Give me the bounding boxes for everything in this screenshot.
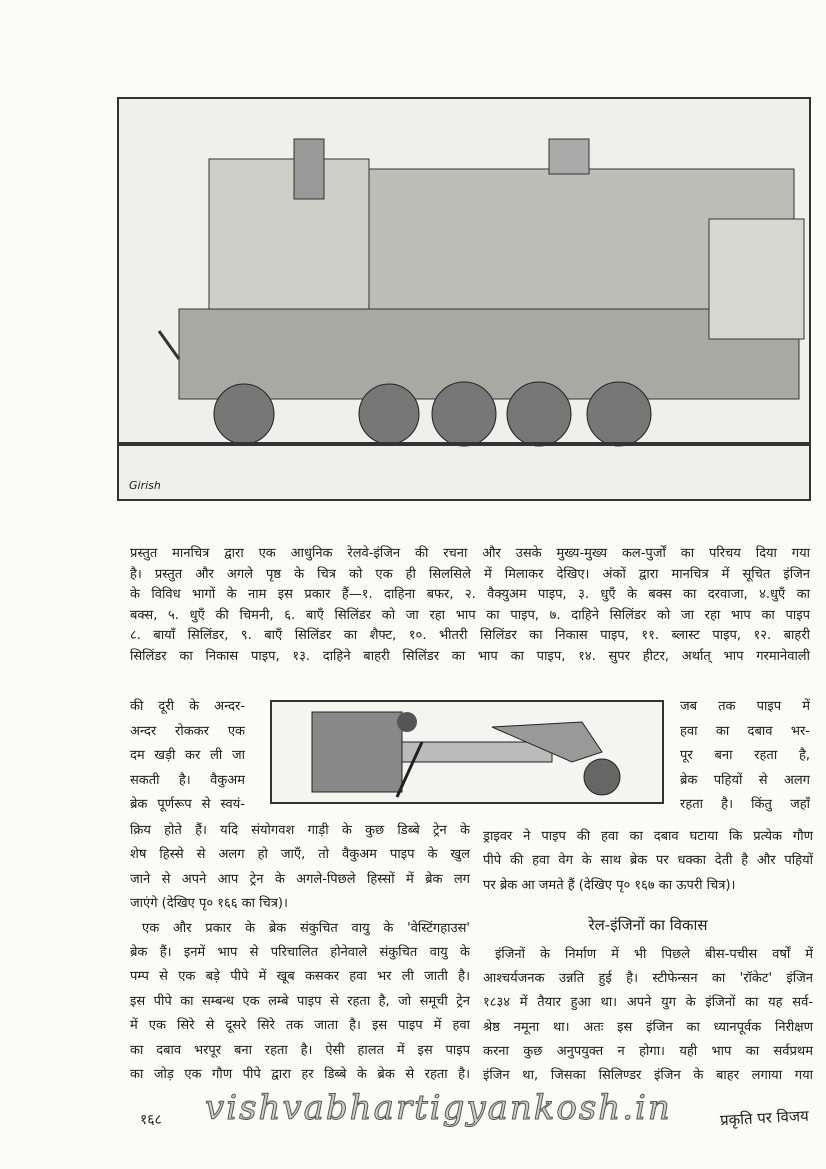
text-line: इंजिनों के निर्माण में भी पिछले बीस-पचीस वर्षों में (495, 947, 813, 962)
text-line: अन्दर रोककर एक (130, 723, 245, 739)
section-heading: रेल-इंजिनों का विकास (588, 916, 708, 934)
text-line: क्रिय होते हैं। यदि संयोगवश गाड़ी के कुछ डिब्बे ट्रेन के (130, 823, 470, 838)
text-line: सकती है। वैकुअम (130, 772, 245, 788)
text-line: के विविध भागों के नाम इस प्रकार हैं—१. दाहिना बफर, २. वैक्युअम पाइप, ३. धुएँ के बक्स का दरवाजा, ४.धुएँ का (130, 587, 810, 602)
text-line: इस पीपे का सम्बन्ध एक लम्बे पाइप से रहता है, जो समूची ट्रेन (130, 993, 470, 1009)
text-line: दम खड़ी कर ली जा (130, 748, 245, 763)
text-line: जब तक पाइप में (680, 699, 810, 714)
illustrator-signature: Girish (129, 479, 161, 492)
text-line: पूर बना रहता है, (680, 748, 810, 763)
text-line: आश्चर्यजनक उन्नति हुई है। स्टीफेन्सन का 'रॉकेट' इंजिन (483, 971, 813, 987)
text-line: रहता है। किंतु जहाँ (680, 797, 810, 812)
text-line: एक और प्रकार के ब्रेक संकुचित वायु के 'वेस्टिंगहाउस' (142, 920, 470, 936)
text-line: ड्राइवर ने पाइप की हवा का दबाव घटाया कि प्रत्येक गौण (483, 829, 813, 844)
text-line: १८३४ में तैयार हुआ था। अपने युग के इंजिनों का यह सर्व- (483, 995, 813, 1011)
text-line: की दूरी के अन्दर- (130, 699, 245, 714)
text-line: प्रस्तुत मानचित्र द्वारा एक आधुनिक रेलवे-इंजिन की रचना और उसके मुख्य-मुख्य कल-पुर्जों का परिचय दिया गया (130, 546, 810, 561)
running-footer: प्रकृति पर विजय (719, 1106, 810, 1130)
text-line: करना कुछ अनुपयुक्त न होगा। यही भाप का सर्वप्रथम (483, 1043, 813, 1059)
text-line: श्रेष्ठ नमूना था। अतः इस इंजिन का ध्यानपूर्वक निरीक्षण (483, 1019, 813, 1035)
brake-drawing (272, 702, 662, 802)
text-line: में एक सिरे से दूसरे सिरे तक जाता है। इस पाइप में हवा (130, 1018, 470, 1034)
locomotive-drawing (119, 99, 809, 499)
text-line: शेष हिस्से से अलग हो जाएँ, तो वैकुअम पाइप के खुल (130, 847, 470, 863)
locomotive-cutaway-illustration (117, 97, 811, 501)
text-line: पर ब्रेक आ जमते हैं (देखिए पृ० १६७ का ऊपरी चित्र)। (483, 877, 736, 893)
text-line: हवा का दबाव भर- (680, 723, 810, 739)
text-line: सिलिंडर का निकास पाइप, १३. दाहिने बाहरी सिलिंडर का भाप का पाइप, १४. सुपर हीटर, अर्थात् भाप गरमानेवाली (130, 648, 810, 664)
text-line: का जोड़ एक गौण पीपे द्वारा हर डिब्बे के ब्रेक से रहता है। (130, 1067, 470, 1082)
text-line: ब्रेक हैं। इनमें भाप से परिचालित होनेवाले संकुचित वायु के (130, 945, 470, 960)
text-line: जाने से अपने आप ट्रेन के अगले-पिछले हिस्सों में ब्रेक लग (130, 871, 470, 887)
text-line: पीपे की हवा वेग के साथ ब्रेक पर धक्का देती है और पहियों (483, 853, 813, 869)
text-line: ब्रेक पूर्णरूप से स्वयं- (130, 797, 245, 812)
text-line: इंजिन था, जिसका सिलिण्डर इंजिन के बाहर लगाया गया (483, 1068, 813, 1083)
text-line: बक्स, ५. धुएँ की चिमनी, ६. बाएँ सिलिंडर को जा रहा भाप का पाइप, ७. दाहिने सिलिंडर को जा रहा भाप का पाइप (130, 607, 810, 623)
text-line: पम्प से एक बड़े पीपे में खूब कसकर हवा भर ली जाती है। (130, 969, 470, 985)
watermark: vishvabhartigyankosh.in (205, 1088, 672, 1128)
text-line: जाएंगे (देखिए पृ० १६६ का चित्र)। (130, 896, 288, 912)
text-line: का दबाव भरपूर बना रहता है। ऐसी हालत में इस पाइप (130, 1042, 470, 1058)
text-line: ८. बायाँ सिलिंडर, ९. बाएँ सिलिंडर का शैफ्ट, १०. भीतरी सिलिंडर का निकास पाइप, ११. ब्लास्ट पाइप, १२. बाहरी (130, 628, 810, 643)
text-line: ब्रेक पहियों से अलग (680, 772, 810, 788)
text-line: है। प्रस्तुत और अगले पृष्ठ के चित्र को एक ही सिलसिले में मिलाकर देखिए। अंकों द्वारा मानचित्र में सूचित इंजिन (130, 566, 810, 582)
brake-mechanism-illustration (270, 700, 664, 804)
page-number: १६८ (140, 1112, 162, 1128)
